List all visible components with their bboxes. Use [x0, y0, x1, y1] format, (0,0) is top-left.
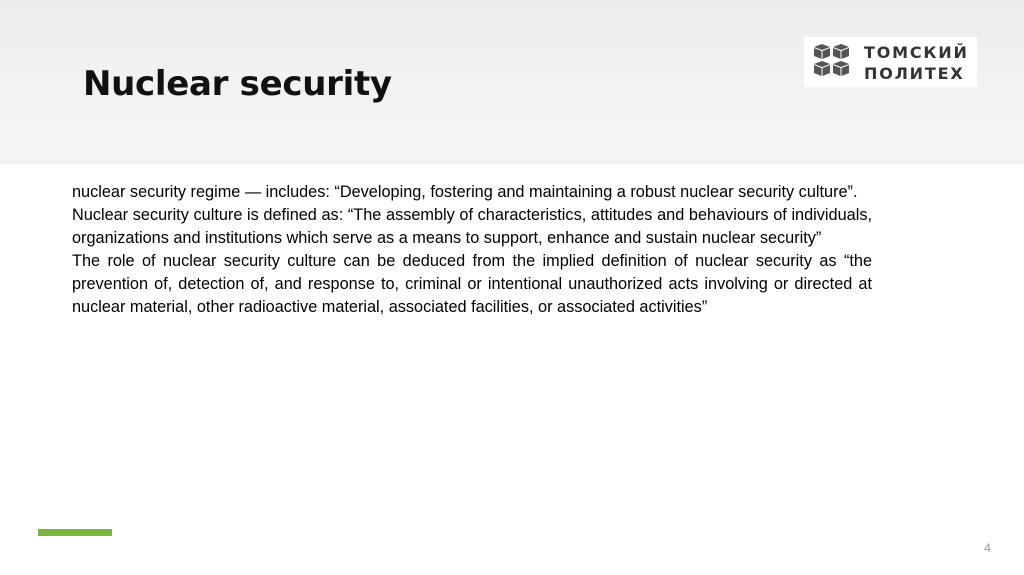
body-paragraph: The role of nuclear security culture can be deduced from the implied definition of nuclear security as “the prevention of, detection of, and response to, criminal or intentional unauthorized acts involving or directed at nuclear material, other radioactive material, associated facilities, or associated activities”	[72, 252, 872, 316]
tpu-logo	[804, 37, 977, 87]
slide-body	[72, 181, 872, 319]
logo-line-2: ПОЛИТЕХ	[864, 64, 965, 83]
page-number: 4	[984, 541, 991, 555]
slide-title: Nuclear security	[83, 64, 392, 104]
body-paragraph: Nuclear security culture is defined as: “The assembly of characteristics, attitudes and behaviours of individuals, organizations and institutions which serve as a means to support, enhance and sustain nuclear security”	[72, 206, 872, 247]
body-paragraph: nuclear security regime — includes: “Developing, fostering and maintaining a robust nuclear security culture”.	[72, 183, 858, 201]
logo-wordmark	[864, 42, 969, 84]
accent-bar	[38, 529, 112, 536]
tpu-cube-mark-icon	[812, 43, 852, 81]
logo-line-1: ТОМСКИЙ	[864, 43, 969, 62]
